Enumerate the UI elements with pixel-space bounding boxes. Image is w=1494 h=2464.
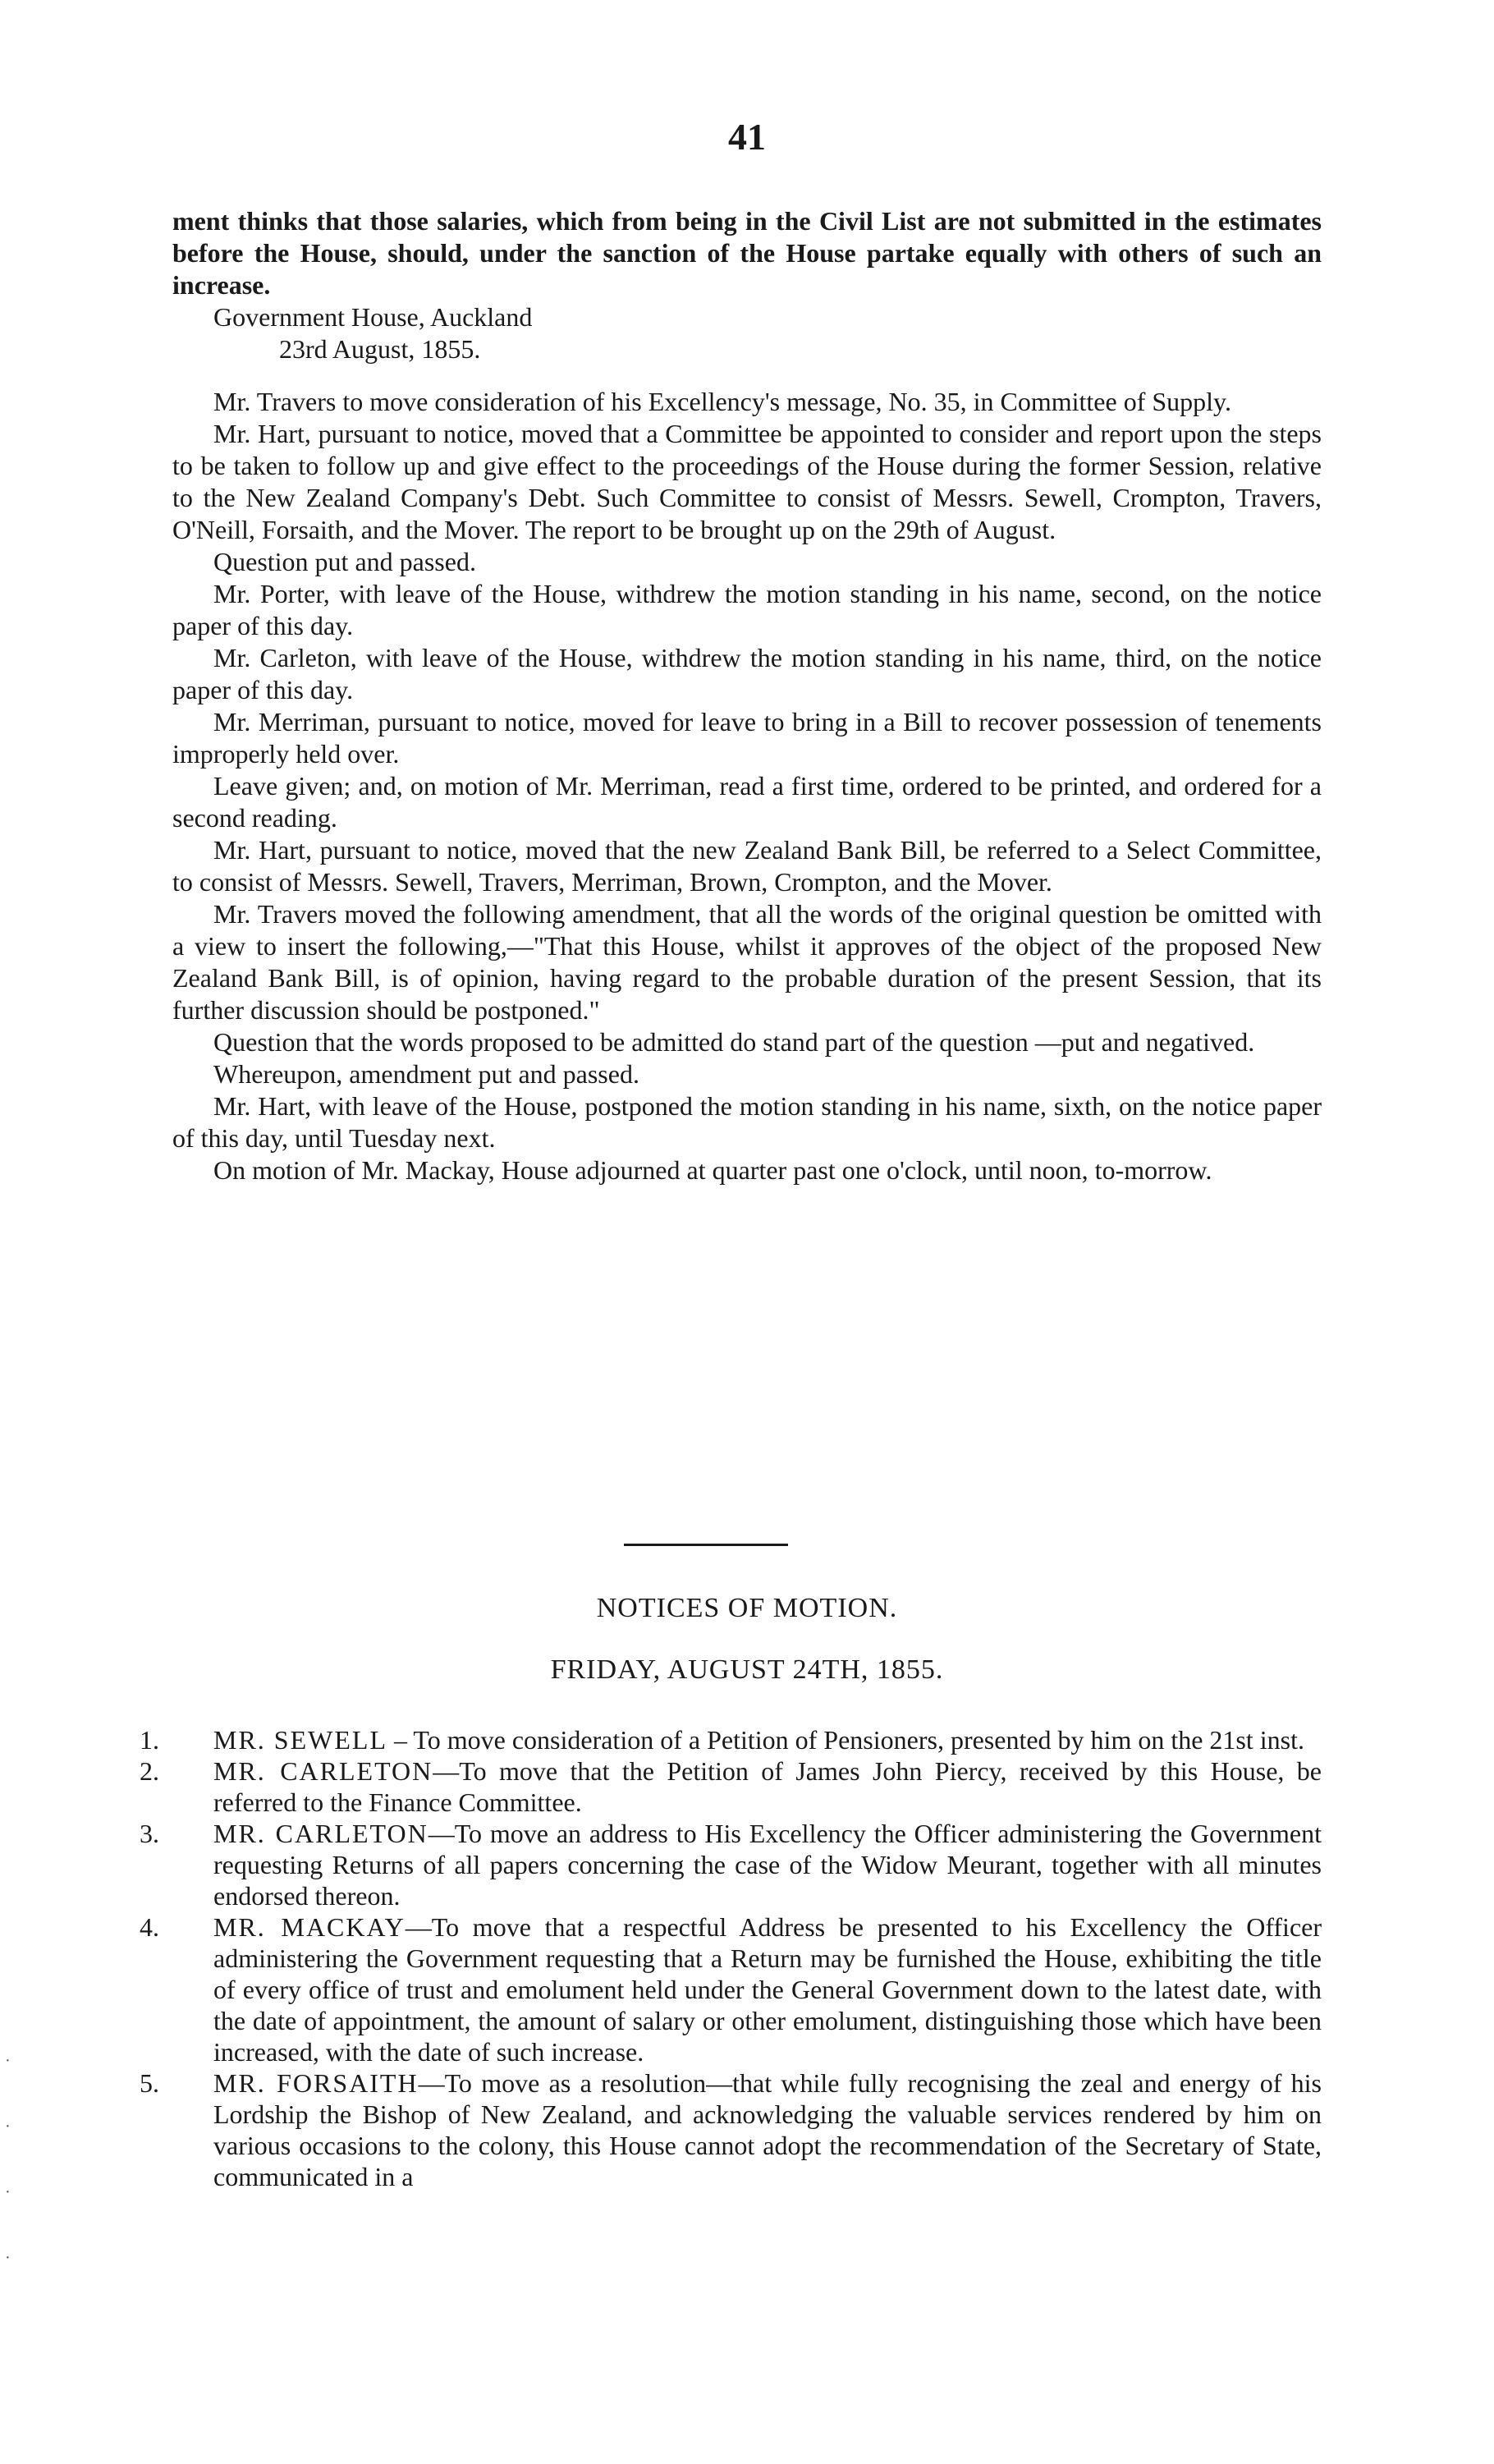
notice-member: MR. CARLETON [213,1756,433,1786]
notice-member: MR. FORSAITH [213,2068,419,2098]
notice-member: MR. SEWELL [213,1725,387,1755]
notices-heading: NOTICES OF MOTION. [596,1593,898,1623]
page-number: 41 [728,116,766,158]
notice-number: 5. [140,2068,159,2098]
list-item [140,1911,1322,2067]
paragraph: Mr. Porter, with leave of the House, withdrew the motion standing in his name, second, on the notice paper of this day. [172,579,1322,640]
margin-specks: · · · · [5,2052,11,2267]
list-item [140,1755,1322,1818]
paragraph: Mr. Hart, pursuant to notice, moved that a Committee be appointed to consider and report upon the steps to be taken to follow up and give effect to the proceedings of the House during the former Session, relative to the New Zealand Company's Debt. Such Committee to consist of Messrs. Sewell, Crompton, Travers, O'Neill, Forsaith, and the Mover. The report to be brought up on the 29th of August. [172,419,1322,544]
continuation-text: ment thinks that those salaries, which from being in the Civil List are not submitted in the estimates before the House, should, under the sanction of the House partake equally with others of such an increase. [172,206,1322,300]
proceedings-section [172,386,1322,1186]
paragraph: Question that the words proposed to be admitted do stand part of the question —put and negatived. [213,1027,1255,1057]
notice-member: MR. CARLETON [213,1819,428,1848]
notice-text: —To move that the Petition of James John Piercy, received by this House, be referred to the Finance Committee. [213,1756,1322,1817]
message-continuation [172,205,1322,365]
paragraph: Mr. Merriman, pursuant to notice, moved for leave to bring in a Bill to recover possession of tenements improperly held over. [172,707,1322,769]
notice-number: 4. [140,1912,159,1942]
signature-place: Government House, Auckland [213,302,533,332]
notice-number: 2. [140,1756,159,1786]
paragraph: Leave given; and, on motion of Mr. Merriman, read a first time, ordered to be printed, and ordered for a second reading. [172,771,1322,833]
notice-text: —To move an address to His Excellency the Officer administering the Government requesting Returns of all papers concerning the case of the Widow Meurant, together with all minutes endorsed thereon. [213,1819,1322,1911]
notice-text: – To move consideration of a Petition of Pensioners, presented by him on the 21st inst. [387,1725,1304,1755]
list-item [140,2067,1322,2192]
list-item [140,1724,1322,1755]
paragraph: On motion of Mr. Mackay, House adjourned at quarter past one o'clock, until noon, to-morrow. [213,1155,1212,1185]
paragraph: Mr. Hart, pursuant to notice, moved that the new Zealand Bank Bill, be referred to a Select Committee, to consist of Messrs. Sewell, Travers, Merriman, Brown, Crompton, and the Mover. [172,835,1322,897]
list-item [140,1818,1322,1911]
notice-number: 1. [140,1725,159,1755]
notice-text: —To move that a respectful Address be presented to his Excellency the Officer administering the Government requesting that a Return may be furnished the House, exhibiting the title of every office of trust and emolument held under the General Government down to the latest date, with the date of appointment, the amount of salary or other emolument, distinguishing those which have been increased, with the date of such increase. [213,1912,1322,2067]
paragraph: Mr. Carleton, with leave of the House, withdrew the motion standing in his name, third, on the notice paper of this day. [172,643,1322,704]
notice-member: MR. MACKAY [213,1912,406,1942]
paragraph: Mr. Travers moved the following amendment, that all the words of the original question be omitted with a view to insert the following,—"That this House, whilst it approves of the object of the proposed New Zealand Bank Bill, is of opinion, having regard to the probable duration of the present Session, that its further discussion should be postponed." [172,899,1322,1025]
paragraph: Question put and passed. [213,547,476,576]
date-heading: FRIDAY, AUGUST 24TH, 1855. [550,1654,944,1685]
signature-date: 23rd August, 1855. [279,334,481,364]
notice-number: 3. [140,1819,159,1848]
section-divider [624,1544,788,1546]
paragraph: Mr. Travers to move consideration of his Excellency's message, No. 35, in Committee of Supply. [213,387,1231,416]
paragraph: Mr. Hart, with leave of the House, postponed the motion standing in his name, sixth, on the notice paper of this day, until Tuesday next. [172,1091,1322,1153]
notices-list [140,1724,1322,2192]
paragraph: Whereupon, amendment put and passed. [213,1059,639,1089]
notice-text: —To move as a resolution—that while fully recognising the zeal and energy of his Lordship the Bishop of New Zealand, and acknowledging the valuable services rendered by him on various occasions to the colony, this House cannot adopt the recommendation of the Secretary of State, communicated in a [213,2068,1322,2191]
